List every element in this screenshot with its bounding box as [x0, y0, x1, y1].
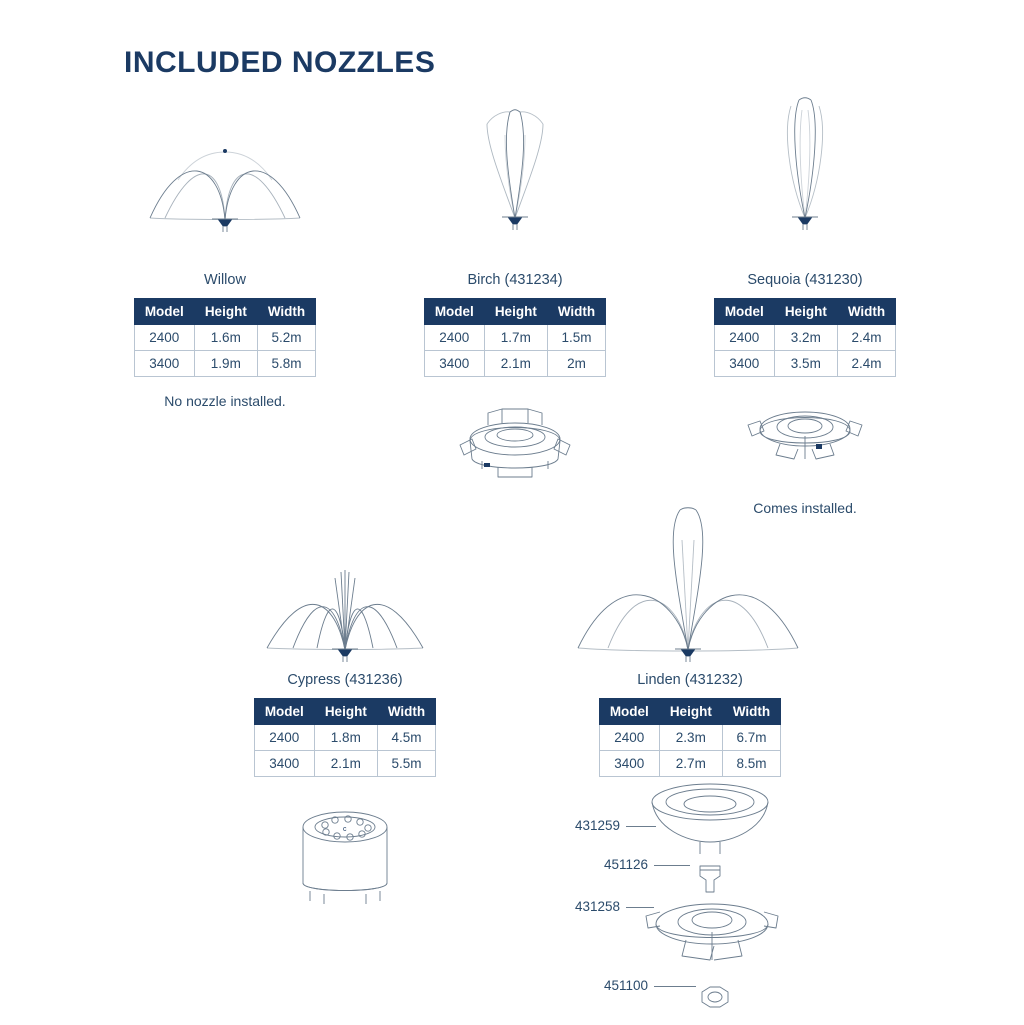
nozzle-caption-sequoia: Sequoia (431230) [747, 272, 863, 288]
col-width: Width [257, 299, 315, 325]
leader-line-431259 [626, 826, 656, 827]
cypress-nozzle-part-illustration [225, 805, 465, 920]
col-width: Width [722, 699, 780, 725]
birch-nozzle-part-illustration [400, 389, 630, 494]
leader-line-451100 [654, 986, 696, 987]
table-row [254, 751, 435, 777]
cell-model: 3400 [134, 351, 194, 377]
cell-width: 5.5m [377, 751, 435, 777]
linden-spray-illustration [560, 500, 820, 670]
cell-height: 2.3m [659, 725, 722, 751]
table-row [599, 751, 780, 777]
col-model: Model [134, 299, 194, 325]
table-header-row [134, 299, 315, 325]
nozzle-caption-cypress: Cypress (431236) [287, 672, 403, 688]
cell-model: 2400 [714, 325, 774, 351]
cell-width: 6.7m [722, 725, 780, 751]
nozzle-block-birch [400, 100, 630, 494]
cell-model: 3400 [424, 351, 484, 377]
cell-width: 2m [547, 351, 605, 377]
cell-width: 5.2m [257, 325, 315, 351]
col-model: Model [714, 299, 774, 325]
nozzle-caption-willow: Willow [204, 272, 246, 288]
cell-height: 3.5m [774, 351, 837, 377]
table-row [254, 725, 435, 751]
sequoia-spray-illustration [690, 90, 920, 270]
cell-model: 3400 [254, 751, 314, 777]
leader-line-431258 [626, 907, 654, 908]
cell-height: 1.9m [194, 351, 257, 377]
col-height: Height [194, 299, 257, 325]
part-label-431258: 431258 [574, 899, 620, 914]
note-willow: No nozzle installed. [164, 393, 286, 409]
leader-line-451126 [654, 865, 690, 866]
part-label-451100: 451100 [603, 978, 648, 993]
table-header-row [599, 699, 780, 725]
col-height: Height [314, 699, 377, 725]
cell-model: 2400 [254, 725, 314, 751]
col-model: Model [599, 699, 659, 725]
cell-width: 4.5m [377, 725, 435, 751]
willow-spray-illustration [110, 120, 340, 270]
table-row [134, 351, 315, 377]
cypress-spray-illustration [225, 540, 465, 670]
cell-model: 2400 [599, 725, 659, 751]
birch-spray-illustration [400, 100, 630, 270]
note-sequoia: Comes installed. [753, 500, 857, 516]
nozzle-block-willow [110, 120, 340, 409]
nozzle-block-sequoia [690, 90, 920, 516]
table-row [599, 725, 780, 751]
table-row [134, 325, 315, 351]
col-width: Width [837, 299, 895, 325]
nozzle-block-linden [560, 500, 820, 777]
page-title: INCLUDED NOZZLES [124, 46, 436, 79]
cell-width: 8.5m [722, 751, 780, 777]
cell-height: 1.6m [194, 325, 257, 351]
svg-text:c: c [343, 826, 347, 833]
spec-table-willow [134, 298, 316, 377]
part-label-451126: 451126 [603, 857, 648, 872]
cell-height: 2.7m [659, 751, 722, 777]
table-row [424, 325, 605, 351]
col-width: Width [547, 299, 605, 325]
table-header-row [714, 299, 895, 325]
col-height: Height [774, 299, 837, 325]
table-row [424, 351, 605, 377]
col-height: Height [659, 699, 722, 725]
cell-width: 5.8m [257, 351, 315, 377]
cell-height: 3.2m [774, 325, 837, 351]
table-header-row [254, 699, 435, 725]
sequoia-nozzle-part-illustration [690, 389, 920, 484]
spec-table-sequoia [714, 298, 896, 377]
cell-model: 2400 [134, 325, 194, 351]
table-row [714, 351, 895, 377]
cell-model: 3400 [599, 751, 659, 777]
col-width: Width [377, 699, 435, 725]
part-label-431259: 431259 [574, 818, 620, 833]
col-height: Height [484, 299, 547, 325]
cell-height: 1.8m [314, 725, 377, 751]
cell-height: 1.7m [484, 325, 547, 351]
spec-table-linden [599, 698, 781, 777]
nozzle-caption-birch: Birch (431234) [467, 272, 563, 288]
nozzle-block-cypress [225, 540, 465, 920]
nozzle-caption-linden: Linden (431232) [637, 672, 743, 688]
col-model: Model [254, 699, 314, 725]
cell-width: 2.4m [837, 351, 895, 377]
table-header-row [424, 299, 605, 325]
cell-height: 2.1m [314, 751, 377, 777]
col-model: Model [424, 299, 484, 325]
cell-width: 1.5m [547, 325, 605, 351]
cell-width: 2.4m [837, 325, 895, 351]
spec-table-birch [424, 298, 606, 377]
cell-height: 2.1m [484, 351, 547, 377]
spec-table-cypress [254, 698, 436, 777]
table-row [714, 325, 895, 351]
cell-model: 2400 [424, 325, 484, 351]
cell-model: 3400 [714, 351, 774, 377]
